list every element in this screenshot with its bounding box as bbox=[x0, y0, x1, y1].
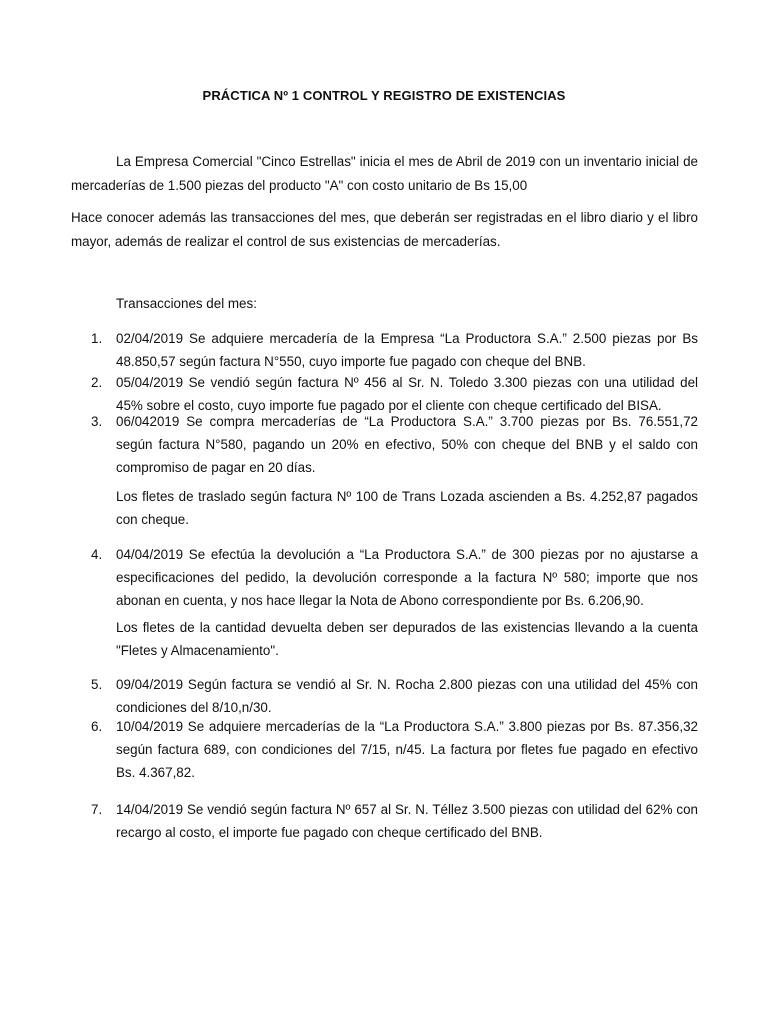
transaction-number: 6. bbox=[91, 719, 103, 734]
return-freight-note: Los fletes de la cantidad devuelta deben ser depurados de las existencias llevando a la cuenta "Fletes y Almacenamiento". bbox=[116, 620, 698, 658]
transaction-text: 09/04/2019 Según factura se vendió al Sr. N. Rocha 2.800 piezas con una utilidad del 45% con condiciones del 8/10,n/30. bbox=[116, 677, 698, 715]
document-title: PRÁCTICA Nº 1 CONTROL Y REGISTRO DE EXISTENCIAS bbox=[202, 88, 566, 103]
transaction-text: 06/042019 Se compra mercaderías de “La Productora S.A.” 3.700 piezas por Bs. 76.551,72 según factura N°580, pagando un 20% en efectivo, 50% con cheque del BNB y el saldo con compromiso de pagar en 20 días. bbox=[116, 414, 698, 475]
transaction-text: 05/04/2019 Se vendió según factura Nº 456 al Sr. N. Toledo 3.300 piezas con una utilidad del 45% sobre el costo, cuyo importe fue pagado por el cliente con cheque certificado del BISA. bbox=[116, 375, 698, 413]
context-paragraph: Hace conocer además las transacciones del mes, que deberán ser registradas en el libro diario y el libro mayor, además de realizar el control de sus existencias de mercaderías. bbox=[71, 210, 698, 249]
transaction-text: 14/04/2019 Se vendió según factura Nº 657 al Sr. N. Téllez 3.500 piezas con utilidad del 62% con recargo al costo, el importe fue pagado con cheque certificado del BNB. bbox=[116, 802, 698, 840]
transaction-number: 1. bbox=[91, 331, 103, 346]
transaction-number: 7. bbox=[91, 802, 103, 817]
intro-paragraph: La Empresa Comercial "Cinco Estrellas" inicia el mes de Abril de 2019 con un inventario inicial de mercaderías de 1.500 piezas del producto "A" con costo unitario de Bs 15,00 bbox=[71, 154, 698, 193]
freight-note: Los fletes de traslado según factura Nº 100 de Trans Lozada ascienden a Bs. 4.252,87 pagados con cheque. bbox=[116, 489, 698, 527]
transaction-number: 3. bbox=[91, 414, 103, 429]
transactions-heading: Transacciones del mes: bbox=[116, 296, 257, 311]
transaction-number: 2. bbox=[91, 375, 103, 390]
transaction-number: 4. bbox=[91, 547, 103, 562]
transaction-text: 10/04/2019 Se adquiere mercaderías de la “La Productora S.A.” 3.800 piezas por Bs. 87.356,32 según factura 689, con condiciones del 7/15, n/45. La factura por fletes fue pagado en efectivo Bs. 4.367,82. bbox=[116, 719, 698, 780]
transaction-text: 02/04/2019 Se adquiere mercadería de la Empresa “La Productora S.A.” 2.500 piezas por Bs 48.850,57 según factura N°550, cuyo importe fue pagado con cheque del BNB. bbox=[116, 331, 698, 369]
transaction-text: 04/04/2019 Se efectúa la devolución a “La Productora S.A.” de 300 piezas por no ajustarse a especificaciones del pedido, la devolución corresponde a la factura Nº 580; importe que nos abonan en cuenta, y nos hace llegar la Nota de Abono correspondiente por Bs. 6.206,90. bbox=[116, 547, 698, 608]
transaction-number: 5. bbox=[91, 677, 103, 692]
